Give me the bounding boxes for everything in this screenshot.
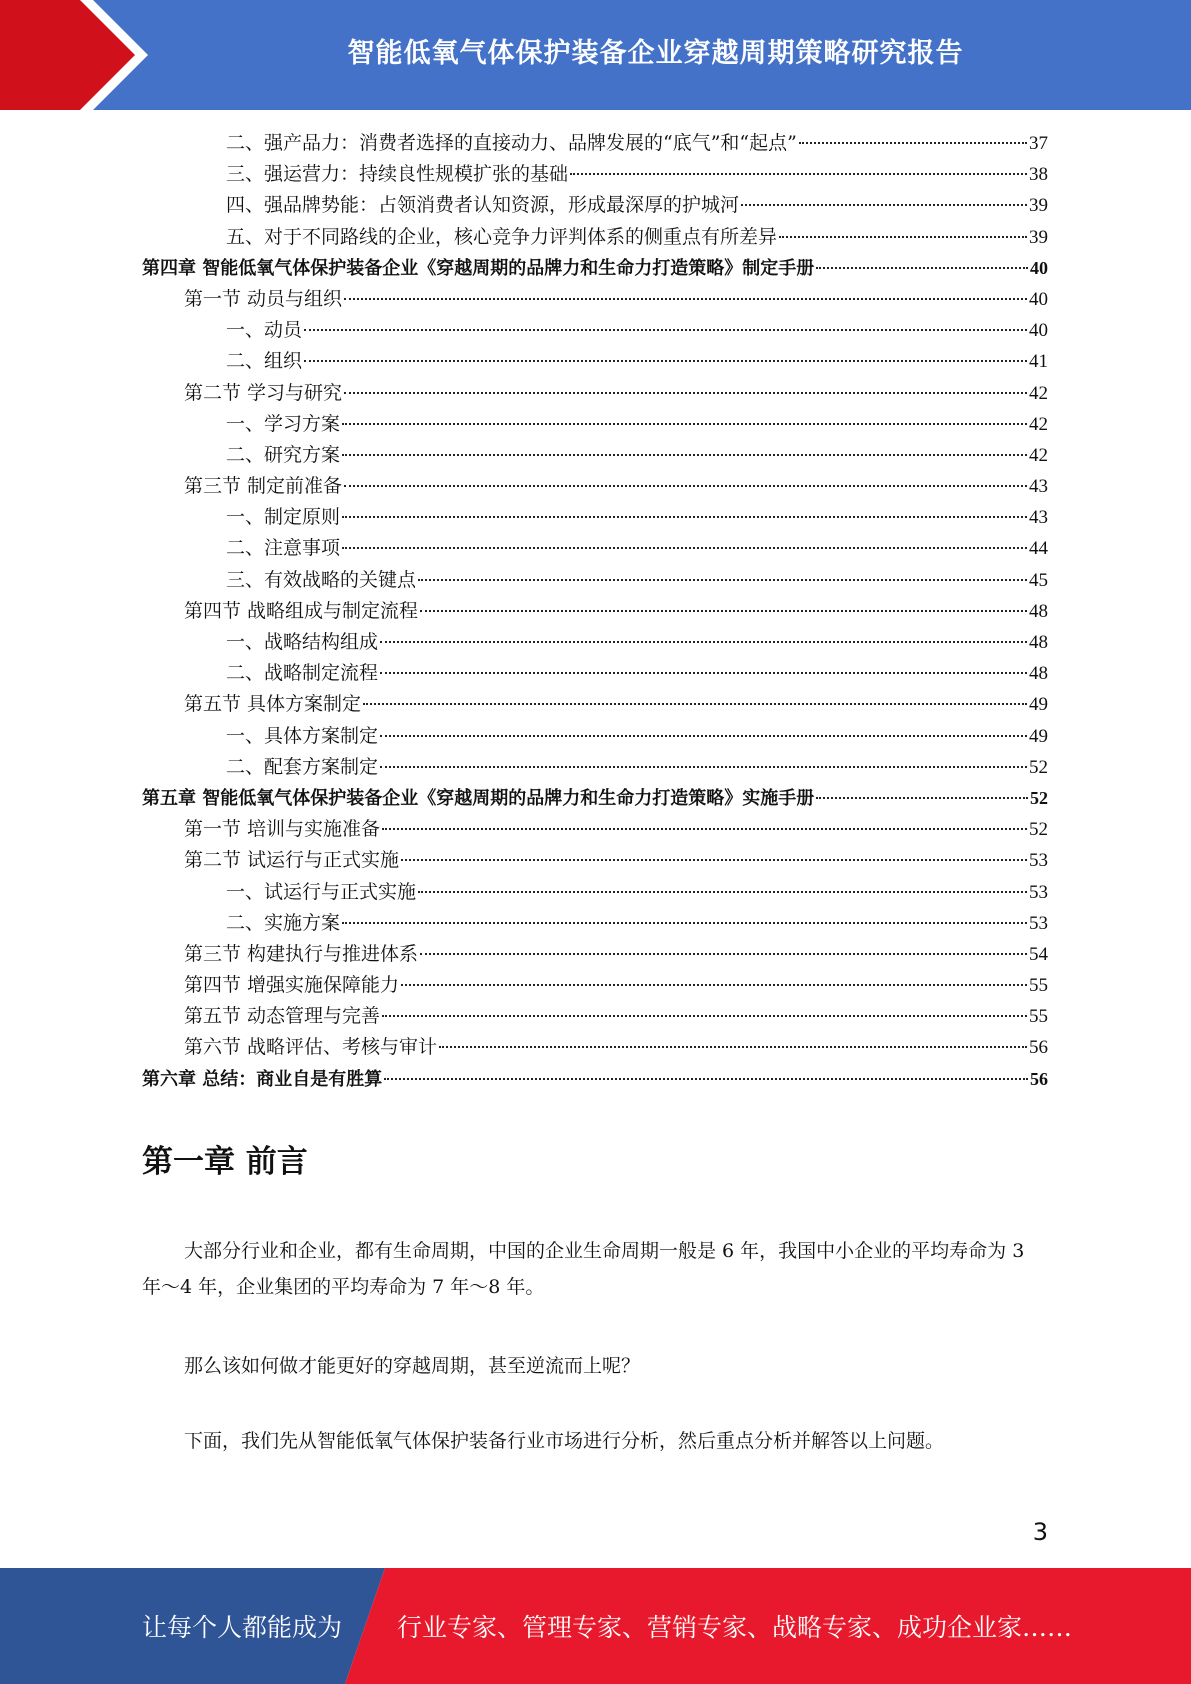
toc-leader-dots (799, 142, 1027, 144)
toc-entry-title: 二、实施方案 (226, 911, 341, 934)
toc-entry[interactable] (142, 627, 1048, 658)
toc-leader-dots (418, 579, 1027, 581)
toc-entry-page: 53 (1029, 850, 1048, 872)
toc-entry-page: 40 (1029, 320, 1048, 342)
toc-entry[interactable] (142, 752, 1048, 783)
toc-leader-dots (401, 984, 1027, 986)
toc-leader-dots (741, 204, 1027, 206)
toc-entry-title: 二、配套方案制定 (226, 755, 379, 778)
toc-entry[interactable] (142, 565, 1048, 596)
toc-entry[interactable] (142, 814, 1048, 845)
toc-entry[interactable] (142, 783, 1048, 814)
intro-paragraph-1: 大部分行业和企业，都有生命周期，中国的企业生命周期一般是 6 年，我国中小企业的平均寿命为 3 年～4 年，企业集团的平均寿命为 7 年～8 年。 (142, 1240, 1025, 1298)
toc-leader-dots (779, 236, 1027, 238)
footer-banner (0, 1568, 1191, 1684)
toc-leader-dots (380, 766, 1027, 768)
toc-entry[interactable] (142, 721, 1048, 752)
toc-entry-page: 52 (1029, 756, 1048, 778)
toc-entry-title: 一、制定原则 (226, 506, 341, 529)
intro-paragraph-2: 那么该如何做才能更好的穿越周期，甚至逆流而上呢？ (184, 1355, 641, 1377)
toc-entry-title: 第二节 学习与研究 (184, 381, 343, 404)
toc-entry[interactable] (142, 533, 1048, 564)
toc-leader-dots (380, 735, 1027, 737)
toc-entry-page: 49 (1029, 694, 1048, 716)
toc-entry-title: 一、具体方案制定 (226, 724, 379, 747)
toc-entry-page: 52 (1030, 787, 1048, 808)
toc-entry-title: 第一节 动员与组织 (184, 287, 343, 310)
toc-leader-dots (816, 267, 1028, 269)
toc-leader-dots (342, 922, 1027, 924)
toc-entry-page: 41 (1029, 351, 1048, 373)
toc-leader-dots (380, 641, 1027, 643)
toc-entry-title: 第六节 战略评估、考核与审计 (184, 1036, 438, 1059)
toc-entry-page: 45 (1029, 569, 1048, 591)
toc-entry-page: 42 (1029, 382, 1048, 404)
toc-entry-title: 二、组织 (226, 350, 303, 373)
toc-entry-page: 39 (1029, 195, 1048, 217)
toc-leader-dots (420, 953, 1027, 955)
toc-entry-title: 二、战略制定流程 (226, 662, 379, 685)
toc-entry[interactable] (142, 939, 1048, 970)
toc-leader-dots (382, 828, 1027, 830)
toc-entry-page: 53 (1029, 912, 1048, 934)
toc-entry[interactable] (142, 346, 1048, 377)
toc-entry-page: 49 (1029, 725, 1048, 747)
toc-entry[interactable] (142, 845, 1048, 876)
toc-entry[interactable] (142, 502, 1048, 533)
toc-entry-page: 52 (1029, 819, 1048, 841)
toc-leader-dots (344, 485, 1027, 487)
toc-entry[interactable] (142, 128, 1048, 159)
toc-entry-title: 第五节 动态管理与完善 (184, 1005, 381, 1028)
toc-leader-dots (304, 360, 1027, 362)
toc-entry-title: 第四节 战略组成与制定流程 (184, 599, 419, 622)
toc-entry-title: 第五节 具体方案制定 (184, 693, 362, 716)
toc-entry-page: 56 (1030, 1068, 1048, 1089)
toc-entry[interactable] (142, 1064, 1048, 1095)
toc-entry[interactable] (142, 1032, 1048, 1063)
toc-entry-page: 56 (1029, 1037, 1048, 1059)
toc-entry-page: 54 (1029, 943, 1048, 965)
toc-entry-title: 第四节 增强实施保障能力 (184, 974, 400, 997)
toc-entry[interactable] (142, 378, 1048, 409)
toc-entry-title: 三、有效战略的关键点 (226, 568, 417, 591)
toc-entry-page: 55 (1029, 975, 1048, 997)
chapter-heading: 第一章 前言 (142, 1144, 308, 1180)
toc-leader-dots (344, 392, 1027, 394)
toc-entry-page: 48 (1029, 600, 1048, 622)
toc-entry-page: 39 (1029, 226, 1048, 248)
toc-leader-dots (816, 797, 1028, 799)
toc-leader-dots (418, 891, 1027, 893)
footer-slogan-right: 行业专家、管理专家、营销专家、战略专家、成功企业家…… (397, 1613, 1073, 1642)
toc-entry-title: 第五章 智能低氧气体保护装备企业《穿越周期的品牌力和生命力打造策略》实施手册 (142, 787, 815, 809)
toc-leader-dots (420, 610, 1027, 612)
toc-entry-title: 一、动员 (226, 319, 303, 342)
toc-entry-page: 38 (1029, 164, 1048, 186)
toc-entry-page: 40 (1029, 288, 1048, 310)
report-title: 智能低氧气体保护装备企业穿越周期策略研究报告 (347, 37, 964, 69)
toc-entry-title: 第二节 试运行与正式实施 (184, 849, 400, 872)
toc-entry-page: 42 (1029, 413, 1048, 435)
toc-leader-dots (439, 1046, 1027, 1048)
toc-entry-title: 二、强产品力：消费者选择的直接动力、品牌发展的“底气”和“起点” (226, 132, 797, 154)
toc-entry-page: 43 (1029, 476, 1048, 498)
toc-entry-page: 53 (1029, 881, 1048, 903)
toc-entry[interactable] (142, 159, 1048, 190)
toc-entry-page: 44 (1029, 538, 1048, 560)
toc-leader-dots (380, 672, 1027, 674)
report-header (0, 0, 1191, 110)
toc-entry-title: 一、战略结构组成 (226, 631, 379, 653)
toc-entry[interactable] (142, 253, 1048, 284)
toc-entry-page: 42 (1029, 444, 1048, 466)
toc-leader-dots (382, 1015, 1027, 1017)
toc-leader-dots (342, 423, 1027, 425)
toc-entry[interactable] (142, 658, 1048, 689)
toc-leader-dots (342, 547, 1027, 549)
toc-entry-title: 三、强运营力：持续良性规模扩张的基础 (226, 163, 569, 186)
toc-entry-title: 四、强品牌势能：占领消费者认知资源，形成最深厚的护城河 (226, 194, 740, 217)
toc-entry[interactable] (142, 970, 1048, 1001)
toc-entry-title: 一、试运行与正式实施 (226, 880, 417, 903)
toc-entry-page: 40 (1030, 257, 1048, 278)
toc-entry[interactable] (142, 471, 1048, 502)
toc-entry-title: 第六章 总结：商业自是有胜算 (142, 1068, 383, 1090)
toc-entry-title: 二、注意事项 (226, 537, 341, 560)
toc-leader-dots (342, 516, 1027, 518)
toc-leader-dots (342, 454, 1027, 456)
toc-entry-title: 五、对于不同路线的企业，核心竞争力评判体系的侧重点有所差异 (226, 225, 778, 248)
toc-entry[interactable] (142, 596, 1048, 627)
toc-entry[interactable] (142, 190, 1048, 221)
toc-entry-title: 二、研究方案 (226, 443, 341, 466)
toc-entry-page: 43 (1029, 507, 1048, 529)
toc-leader-dots (384, 1078, 1028, 1080)
toc-leader-dots (570, 173, 1027, 175)
toc-entry[interactable] (142, 409, 1048, 440)
toc-entry[interactable] (142, 908, 1048, 939)
toc-entry-title: 第三节 制定前准备 (184, 475, 343, 498)
toc-leader-dots (363, 703, 1027, 705)
toc-entry-page: 37 (1029, 133, 1048, 154)
toc-entry[interactable] (142, 222, 1048, 253)
toc-entry-title: 第一节 培训与实施准备 (184, 818, 381, 841)
footer-slogan-left: 让每个人都能成为 (142, 1613, 343, 1642)
page-number: 3 (1032, 1518, 1048, 1546)
toc-entry-page: 55 (1029, 1006, 1048, 1028)
toc-entry-page: 48 (1029, 663, 1048, 685)
intro-paragraph-3: 下面，我们先从智能低氧气体保护装备行业市场进行分析，然后重点分析并解答以上问题。 (184, 1430, 945, 1452)
toc-entry[interactable] (142, 877, 1048, 908)
toc-leader-dots (401, 859, 1027, 861)
toc-leader-dots (304, 329, 1027, 331)
toc-entry-title: 一、学习方案 (226, 412, 341, 435)
chevron-arrow-icon (0, 0, 160, 110)
toc-entry-title: 第四章 智能低氧气体保护装备企业《穿越周期的品牌力和生命力打造策略》制定手册 (142, 257, 815, 279)
toc-entry[interactable] (142, 315, 1048, 346)
toc-entry[interactable] (142, 1001, 1048, 1032)
toc-leader-dots (344, 298, 1027, 300)
toc-entry[interactable] (142, 284, 1048, 315)
toc-entry-title: 第三节 构建执行与推进体系 (184, 942, 419, 965)
toc-entry[interactable] (142, 689, 1048, 720)
toc-entry-page: 48 (1029, 632, 1048, 653)
toc-entry[interactable] (142, 440, 1048, 471)
table-of-contents (142, 128, 1048, 1095)
